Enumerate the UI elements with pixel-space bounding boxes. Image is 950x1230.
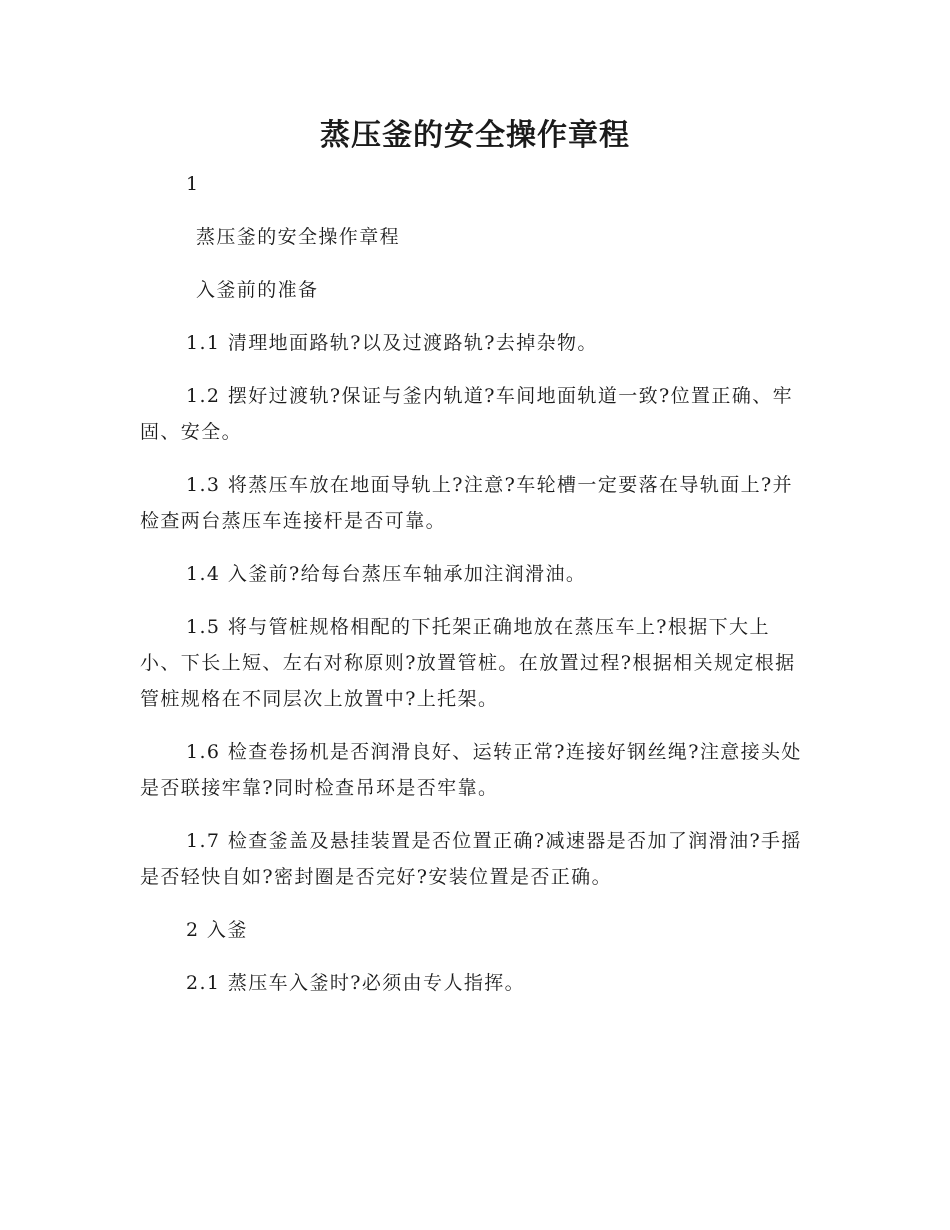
- paragraph: 1.6 检查卷扬机是否润滑良好、运转正常?连接好钢丝绳?注意接头处是否联接牢靠?同时检查吊环是否牢靠。: [140, 741, 802, 799]
- paragraph: 1.7 检查釜盖及悬挂装置是否位置正确?减速器是否加了润滑油?手摇是否轻快自如?密封圈是否完好?安装位置是否正确。: [140, 830, 802, 888]
- paragraph: 1.2 摆好过渡轨?保证与釜内轨道?车间地面轨道一致?位置正确、牢固、安全。: [140, 385, 794, 443]
- document-title: 蒸压釜的安全操作章程: [320, 118, 630, 153]
- paragraph: 1: [186, 173, 200, 195]
- paragraph: 蒸压釜的安全操作章程: [196, 226, 401, 248]
- paragraph: 入釜前的准备: [196, 279, 319, 301]
- paragraph: 1.1 清理地面路轨?以及过渡路轨?去掉杂物。: [186, 332, 598, 354]
- paragraph: 2.1 蒸压车入釜时?必须由专人指挥。: [186, 972, 526, 994]
- paragraph: 1.4 入釜前?给每台蒸压车轴承加注润滑油。: [186, 563, 587, 585]
- paragraph: 1.5 将与管桩规格相配的下托架正确地放在蒸压车上?根据下大上小、下长上短、左右对称原则?放置管桩。在放置过程?根据相关规定根据管桩规格在不同层次上放置中?上托架。: [140, 616, 796, 710]
- paragraph: 2 入釜: [186, 919, 248, 941]
- paragraph: 1.3 将蒸压车放在地面导轨上?注意?车轮槽一定要落在导轨面上?并检查两台蒸压车连接杆是否可靠。: [140, 474, 794, 532]
- document-body: [140, 166, 810, 1018]
